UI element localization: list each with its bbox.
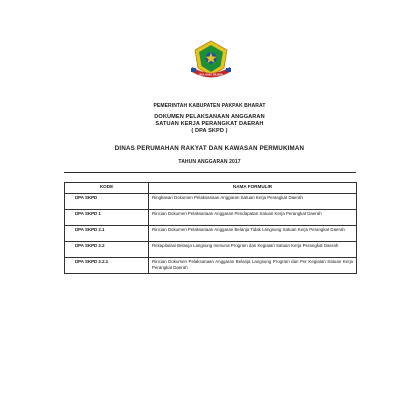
row-name: Ringkasan Dokumen Pelaksanaan Anggaran Satuan Kerja Perangkat Daerah — [149, 194, 357, 210]
row-code: DPA SKPD 1 — [65, 210, 149, 226]
row-name: Rincian Dokumen Pelaksanaan Anggaran Pendapatan Satuan Kerja Perangkat Daerah — [149, 210, 357, 226]
row-code: DPA SKPD 2.2.1 — [65, 258, 149, 274]
table-row — [65, 210, 357, 226]
form-index-table — [64, 182, 357, 274]
kabupaten-emblem-icon — [189, 38, 233, 80]
abbreviation-title: ( DPA SKPD ) — [191, 128, 228, 134]
table-row — [65, 194, 357, 210]
column-header-code: KODE — [65, 183, 149, 194]
table-row — [65, 226, 357, 242]
svg-text:SULANG SILIMA: SULANG SILIMA — [199, 72, 223, 77]
row-name: Rekapitulasi Belanja Langsung menurut Program dan Kegiatan Satuan Kerja Perangkat Daerah — [149, 242, 357, 258]
row-name: Rincian Dokumen Pelaksanaan Anggaran Belanja Langsung Program dan Per Kegiatan Satuan Kerja Perangkat Daerah — [149, 258, 357, 274]
header-divider — [64, 172, 356, 173]
unit-title: SATUAN KERJA PERANGKAT DAERAH — [155, 121, 264, 127]
table-row — [65, 242, 357, 258]
row-name: Rincian Dokumen Pelaksanaan Anggaran Belanja Tidak Langsung Satuan Kerja Perangkat Daerah — [149, 226, 357, 242]
fiscal-year: TAHUN ANGGARAN 2017 — [178, 159, 241, 165]
table-row — [65, 258, 357, 274]
table-header-row — [65, 183, 357, 194]
government-heading: PEMERINTAH KABUPATEN PAKPAK BHARAT — [153, 103, 266, 109]
row-code: DPA SKPD 2.2 — [65, 242, 149, 258]
row-code: DPA SKPD 2.1 — [65, 226, 149, 242]
document-title: DOKUMEN PELAKSANAAN ANGGARAN — [154, 114, 265, 120]
row-code: DPA SKPD — [65, 194, 149, 210]
department-title: DINAS PERUMAHAN RAKYAT DAN KAWASAN PERMUKIMAN — [114, 145, 305, 152]
column-header-name: NAMA FORMULIR — [149, 183, 357, 194]
